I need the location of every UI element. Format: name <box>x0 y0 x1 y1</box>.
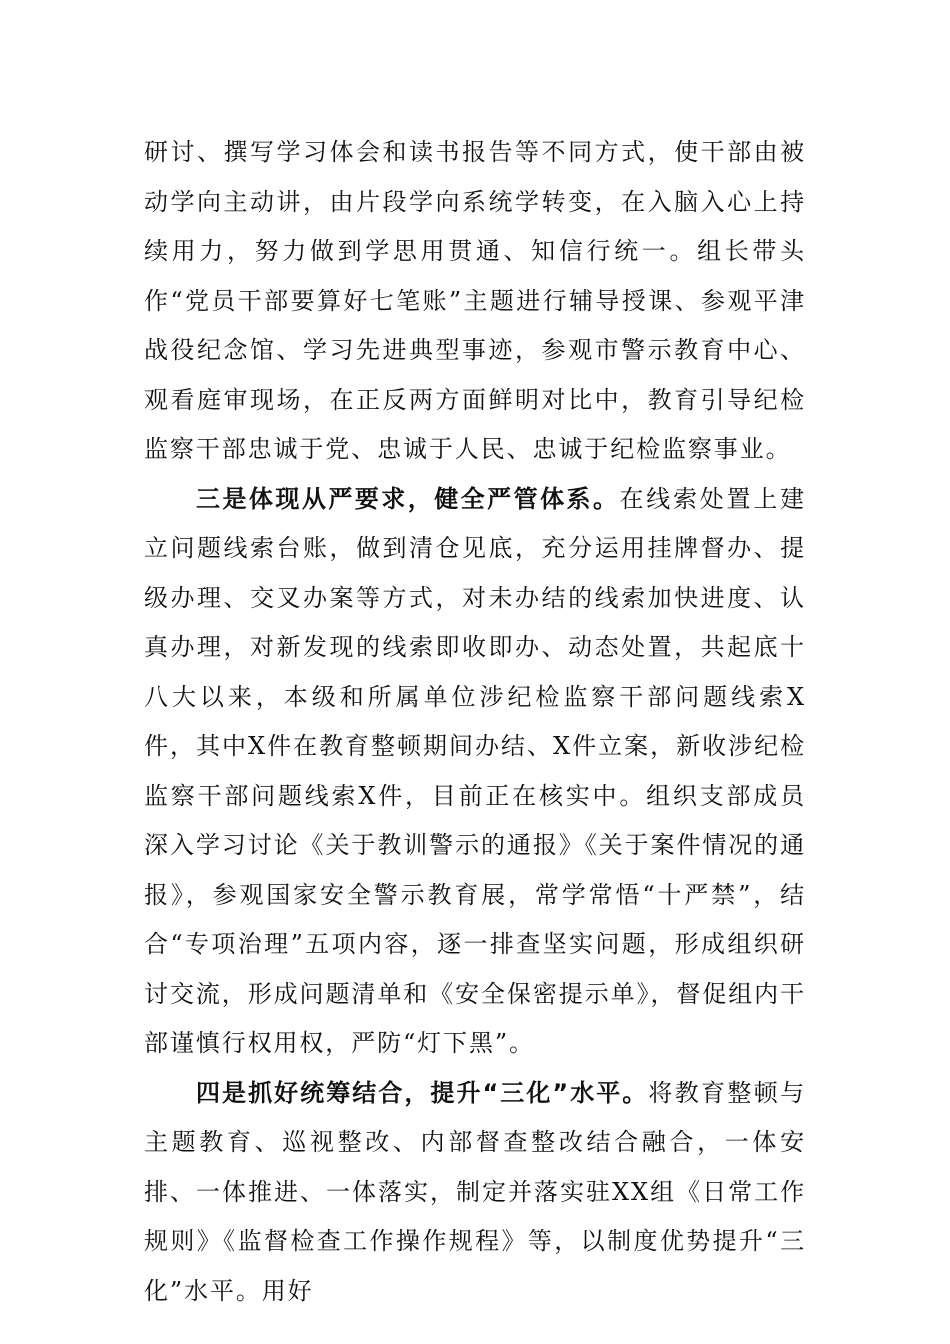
document-body <box>144 128 806 1316</box>
paragraph-lead-heading: 三是体现从严要求，健全严管体系。 <box>196 484 620 513</box>
paragraph-strict-requirements <box>144 475 806 1069</box>
paragraph-coordination <box>144 1069 806 1317</box>
paragraph-text: 在线索处置上建立问题线索台账，做到清仓见底，充分运用挂牌督办、提级办理、交叉办案等方式，对未办结的线索加快进度、认真办理，对新发现的线索即收即办、动态处置，共起底十八大以来，本级和所属单位涉纪检监察干部问题线索X件，其中X件在教育整顿期间办结、X件立案，新收涉纪检监察干部问题线索X件，目前正在核实中。组织支部成员深入学习讨论《关于教训警示的通报》《关于案件情况的通报》，参观国家安全警示教育展，常学常悟“十严禁”，结合“专项治理”五项内容，逐一排查坚实问题，形成组织研讨交流，形成问题清单和《安全保密提示单》，督促组内干部谨慎行权用权，严防“灯下黑”。 <box>144 484 806 1057</box>
paragraph-text: 研讨、撰写学习体会和读书报告等不同方式，使干部由被动学向主动讲，由片段学向系统学转变，在入脑入心上持续用力，努力做到学思用贯通、知信行统一。组长带头作“党员干部要算好七笔账”主题进行辅导授课、参观平津战役纪念馆、学习先进典型事迹，参观市警示教育中心、观看庭审现场，在正反两方面鲜明对比中，教育引导纪检监察干部忠诚于党、忠诚于人民、忠诚于纪检监察事业。 <box>144 138 806 463</box>
paragraph-continuation <box>144 128 806 475</box>
paragraph-text: 将教育整顿与主题教育、巡视整改、内部督查整改结合融合，一体安排、一体推进、一体落实，制定并落实驻XX组《日常工作规则》《监督检查工作操作规程》等，以制度优势提升“三化”水平。用好 <box>144 1078 806 1305</box>
paragraph-lead-heading: 四是抓好统筹结合，提升“三化”水平。 <box>196 1078 649 1107</box>
